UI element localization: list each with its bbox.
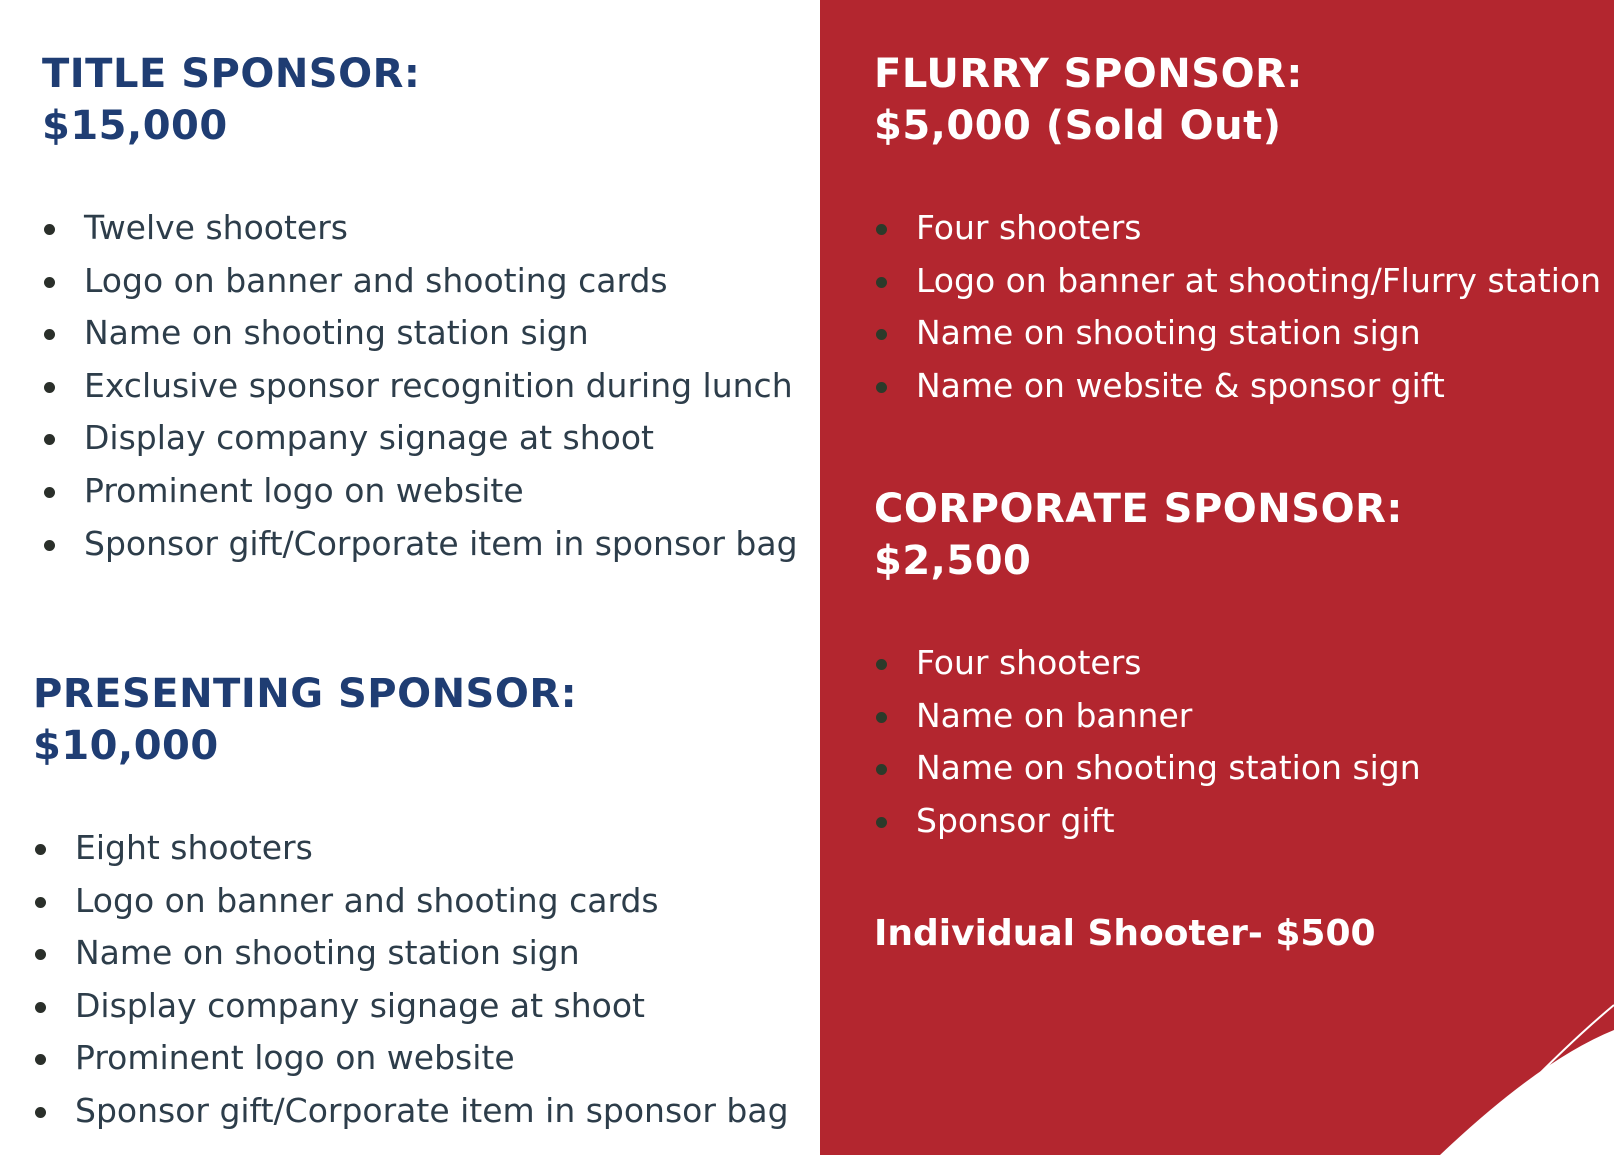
flurry-sponsor-label: FLURRY SPONSOR: — [874, 51, 1303, 97]
title-sponsor-heading — [42, 48, 798, 152]
corporate-sponsor-section — [874, 483, 1421, 847]
flurry-sponsor-heading — [874, 48, 1601, 152]
corporate-sponsor-label: CORPORATE SPONSOR: — [874, 486, 1403, 532]
bullet-icon — [876, 817, 887, 828]
list-item: Twelve shooters — [42, 202, 798, 255]
bullet-icon — [876, 659, 887, 670]
bullet-icon — [44, 224, 55, 235]
list-item: Logo on banner and shooting cards — [33, 875, 789, 928]
list-item: Eight shooters — [33, 822, 789, 875]
list-item: Logo on banner and shooting cards — [42, 255, 798, 308]
bullet-icon — [44, 277, 55, 288]
presenting-sponsor-heading — [33, 668, 789, 772]
list-item: Prominent logo on website — [33, 1032, 789, 1085]
bullet-icon — [44, 434, 55, 445]
bullet-icon — [876, 329, 887, 340]
individual-shooter-price: Individual Shooter- $500 — [874, 913, 1376, 954]
bullet-icon — [35, 897, 46, 908]
bullet-icon — [44, 329, 55, 340]
title-sponsor-price: $15,000 — [42, 103, 228, 149]
bullet-icon — [44, 487, 55, 498]
bullet-icon — [35, 1107, 46, 1118]
corporate-sponsor-benefits — [874, 637, 1421, 847]
title-sponsor-label: TITLE SPONSOR: — [42, 51, 421, 97]
list-item: Prominent logo on website — [42, 465, 798, 518]
presenting-sponsor-section — [33, 668, 789, 1138]
list-item: Sponsor gift/Corporate item in sponsor bag — [33, 1085, 789, 1138]
corporate-sponsor-heading — [874, 483, 1421, 587]
bullet-icon — [876, 764, 887, 775]
list-item: Name on shooting station sign — [874, 307, 1601, 360]
title-sponsor-section — [42, 48, 798, 570]
list-item: Exclusive sponsor recognition during lunch — [42, 360, 798, 413]
swoosh-fill — [1440, 1030, 1614, 1155]
bullet-icon — [44, 540, 55, 551]
list-item: Name on shooting station sign — [42, 307, 798, 360]
presenting-sponsor-benefits — [33, 822, 789, 1138]
bullet-icon — [876, 277, 887, 288]
bullet-icon — [44, 382, 55, 393]
bullet-icon — [876, 382, 887, 393]
bullet-icon — [876, 224, 887, 235]
list-item: Name on shooting station sign — [33, 927, 789, 980]
flurry-sponsor-benefits — [874, 202, 1601, 412]
bullet-icon — [35, 949, 46, 960]
presenting-sponsor-label: PRESENTING SPONSOR: — [33, 671, 578, 717]
list-item: Four shooters — [874, 637, 1421, 690]
title-sponsor-benefits — [42, 202, 798, 570]
bullet-icon — [35, 1054, 46, 1065]
flurry-sponsor-section — [874, 48, 1601, 412]
list-item: Display company signage at shoot — [33, 980, 789, 1033]
presenting-sponsor-price: $10,000 — [33, 723, 219, 769]
list-item: Name on banner — [874, 690, 1421, 743]
list-item: Sponsor gift — [874, 795, 1421, 848]
list-item: Logo on banner at shooting/Flurry station — [874, 255, 1601, 308]
list-item: Name on website & sponsor gift — [874, 360, 1601, 413]
bullet-icon — [35, 844, 46, 855]
flurry-sponsor-price: $5,000 (Sold Out) — [874, 103, 1282, 149]
corporate-sponsor-price: $2,500 — [874, 538, 1032, 584]
right-panel — [820, 0, 1614, 1155]
list-item: Four shooters — [874, 202, 1601, 255]
list-item: Sponsor gift/Corporate item in sponsor bag — [42, 518, 798, 571]
list-item: Name on shooting station sign — [874, 742, 1421, 795]
bullet-icon — [876, 712, 887, 723]
bullet-icon — [35, 1002, 46, 1013]
list-item: Display company signage at shoot — [42, 412, 798, 465]
